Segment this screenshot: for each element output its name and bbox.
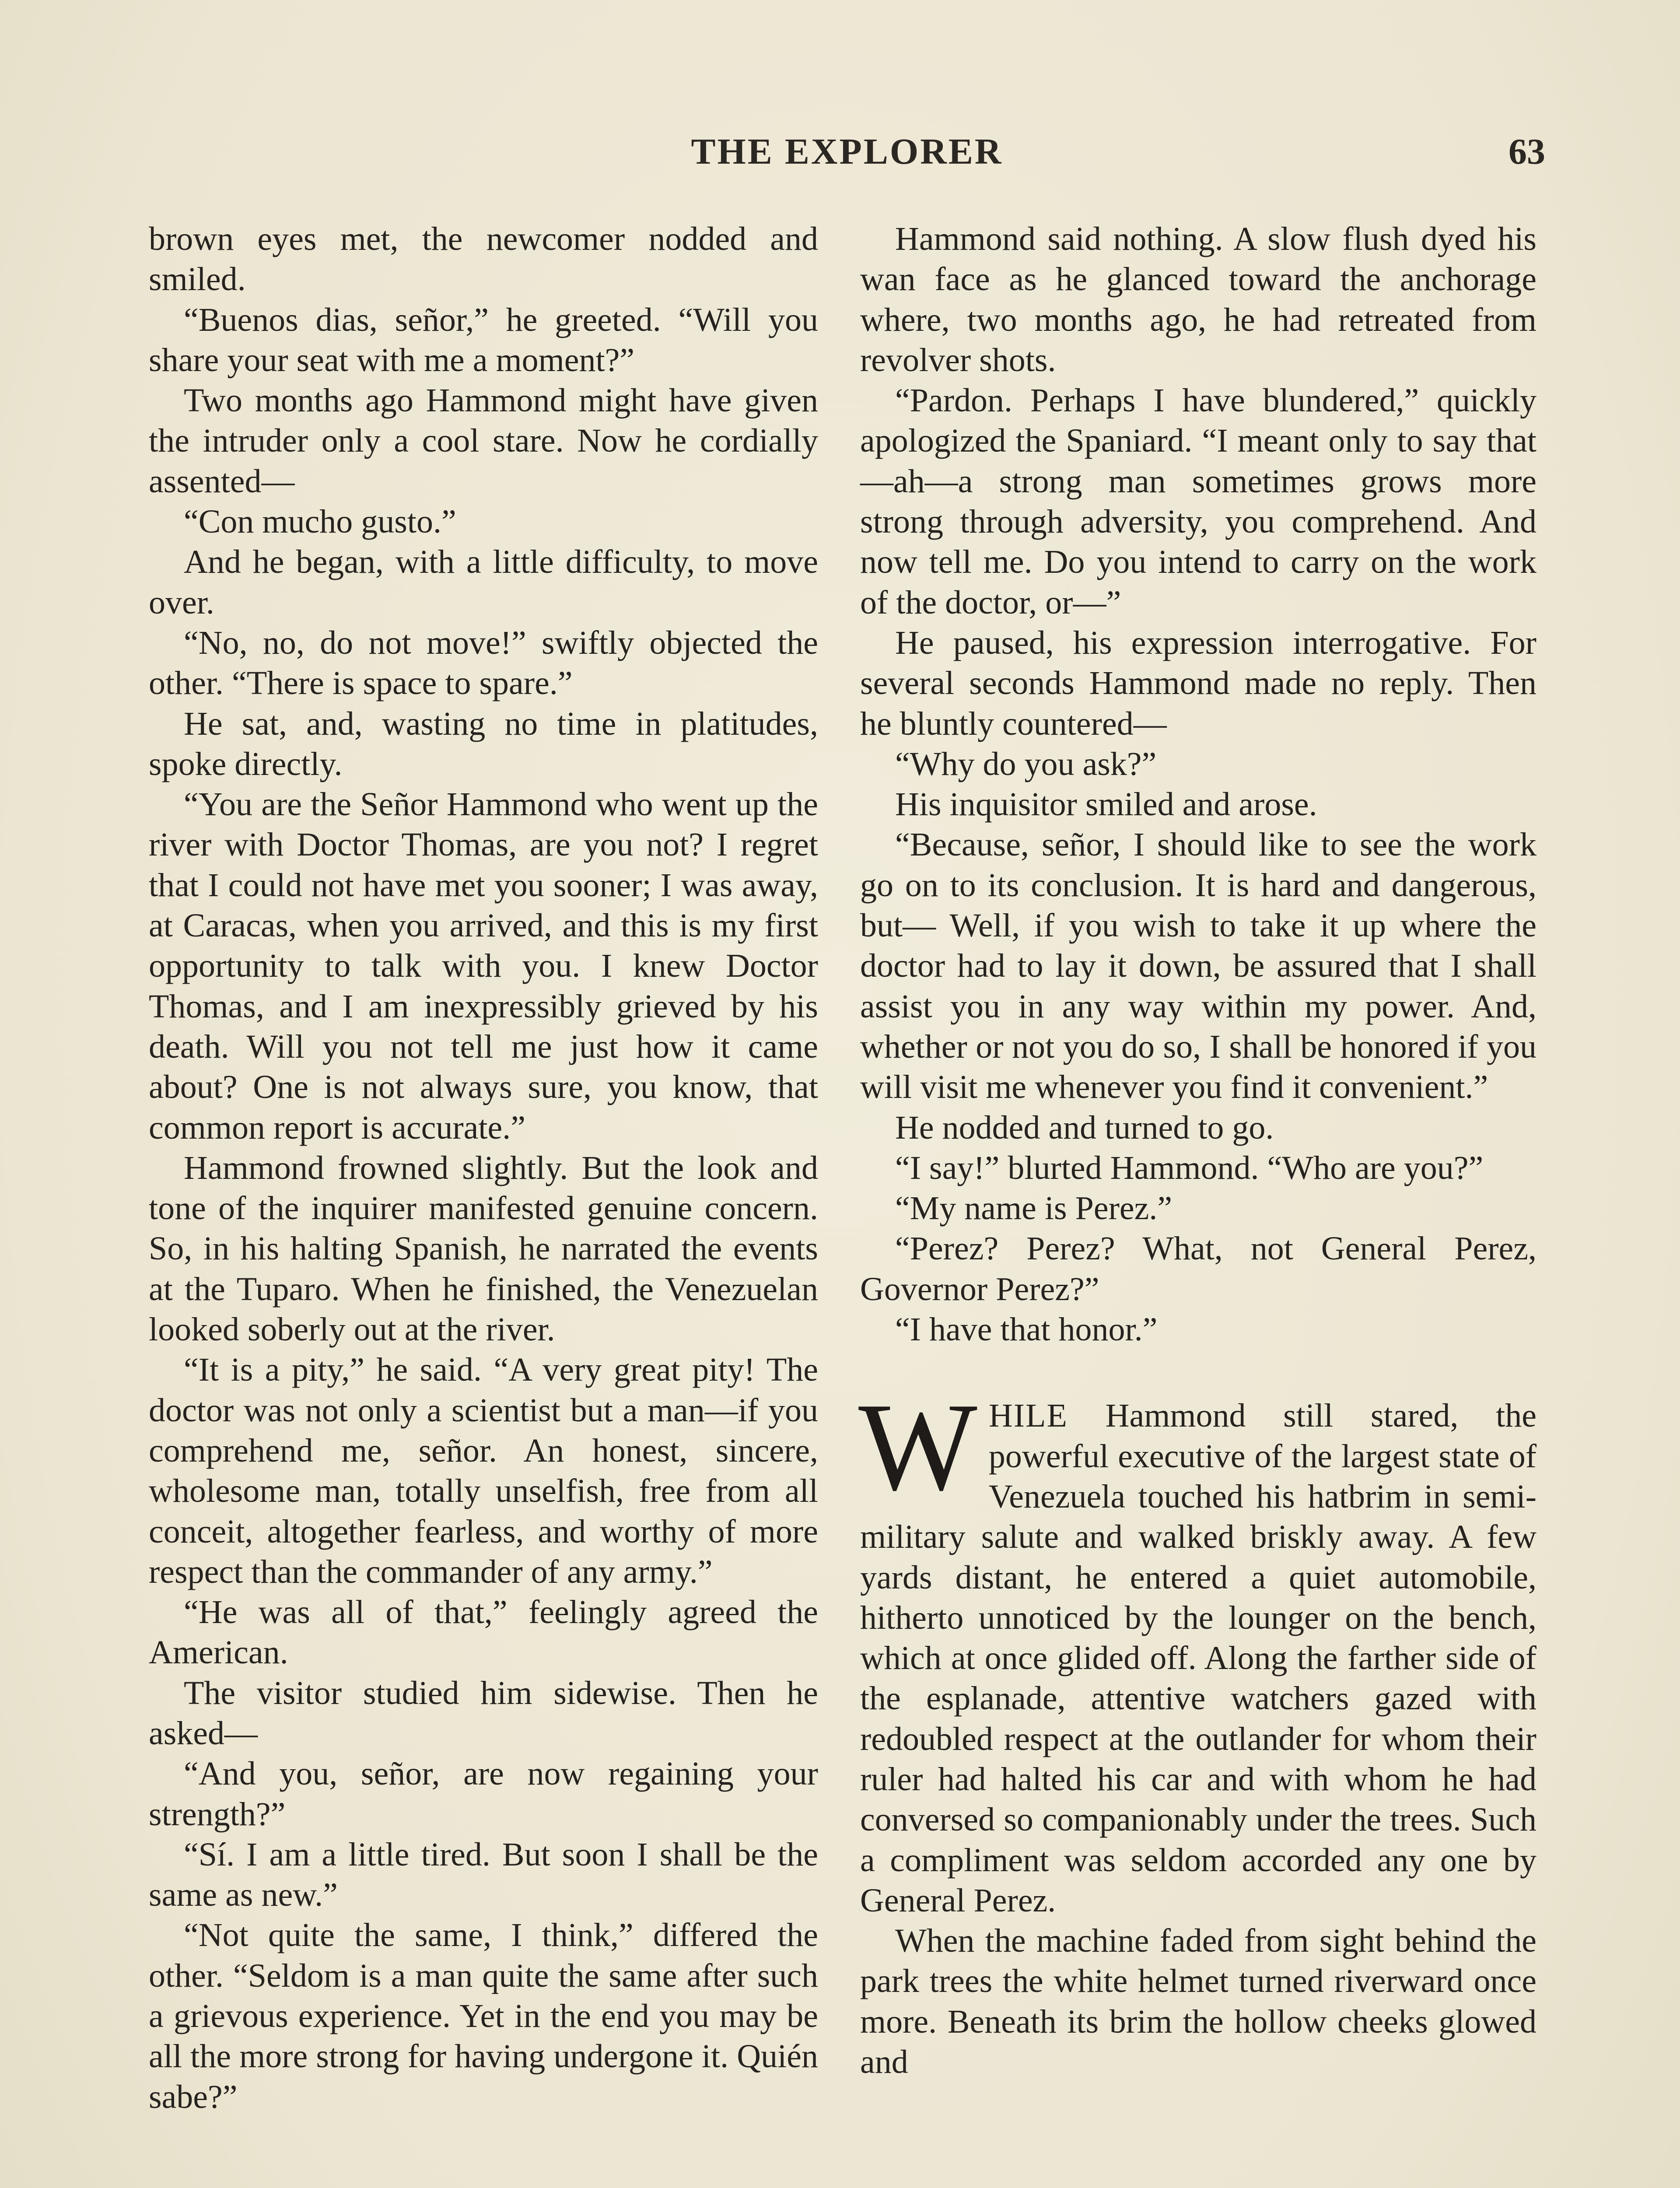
paragraph: “You are the Señor Hammond who went up the river with Doctor Thomas, are you not? I regret that I could not have met you sooner; I was away, at Caracas, when you arrived, and this is my first opportunity to talk with you. I knew Doctor Thomas, and I am inexpressibly grieved by his death. Will you not tell me just how it came about? One is not always sure, you know, that common report is accurate.” xyxy=(149,786,818,1146)
paragraph: He paused, his expression interrogative. For several seconds Hammond made no reply. Then he bluntly countered— xyxy=(860,624,1536,742)
right-column xyxy=(860,219,1536,2188)
paragraph: Hammond said nothing. A slow flush dyed his wan face as he glanced toward the anchorage where, two months ago, he had retreated from revolver shots. xyxy=(860,221,1536,379)
drop-cap: W xyxy=(858,1377,977,1517)
paragraph: “No, no, do not move!” swiftly objected the other. “There is space to spare.” xyxy=(149,624,818,702)
paragraph: Hammond frowned slightly. But the look and tone of the inquirer manifested genuine concern. So, in his halting Spanish, he narrated the events at the Tuparo. When he finished, the Venezuelan looked soberly out at the river. xyxy=(149,1149,818,1348)
paragraph: “My name is Perez.” xyxy=(895,1190,1172,1227)
paragraph: “It is a pity,” he said. “A very great pity! The doctor was not only a scientist but a man—if you comprehend me, señor. An honest, sincere, wholesome man, totally unselfish, free from all conceit, altogether fearless, and worthy of more respect than the commander of any army.” xyxy=(149,1351,818,1590)
paragraph: “Perez? Perez? What, not General Perez, Governor Perez?” xyxy=(860,1230,1536,1308)
paragraph: brown eyes met, the newcomer nodded and smiled. xyxy=(149,221,818,298)
page-header xyxy=(149,130,1545,179)
paragraph: He sat, and, wasting no time in platitudes, spoke directly. xyxy=(149,705,818,782)
paragraph: His inquisitor smiled and arose. xyxy=(895,786,1317,823)
paragraph: “Con mucho gusto.” xyxy=(184,503,456,540)
paragraph: “Because, señor, I should like to see the work go on to its conclusion. It is hard and dangerous, but— Well, if you wish to take it up where the doctor had to lay it down, be assured that I shall assist you in any way within my power. And, whether or not you do so, I shall be honored if you will visit me whenever you find it convenient.” xyxy=(860,826,1536,1106)
paragraph: “Buenos dias, señor,” he greeted. “Will you share your seat with me a moment?” xyxy=(149,301,818,379)
paragraph: He nodded and turned to go. xyxy=(895,1109,1274,1146)
paragraph: “And you, señor, are now regaining your strength?” xyxy=(149,1755,818,1833)
paragraph: And he began, with a little difficulty, to move over. xyxy=(149,543,818,621)
paragraph: When the machine faded from sight behind the park trees the white helmet turned riverward once more. Beneath its brim the hollow cheeks glowed and xyxy=(860,1922,1536,2081)
paragraph-text: Hammond still stared, the powerful executive of the largest state of Venezuela touched his hatbrim in semi-military salute and walked briskly away. A few yards distant, he entered a quiet automobile, hitherto unnoticed by the lounger on the bench, which at once glided off. Along the farther side of the esplanade, attentive watchers gazed with redoubled respect at the outlander for whom their ruler had halted his car and with whom he had conversed so companionably under the trees. Such a compliment was seldom accorded any one by General Perez. xyxy=(860,1397,1536,1919)
paragraph: “Pardon. Perhaps I have blundered,” quickly apologized the Spaniard. “I meant only to say that—ah—a strong man sometimes grows more strong through adversity, you comprehend. And now tell me. Do you intend to carry on the work of the doctor, or—” xyxy=(860,382,1536,621)
lead-in-smallcaps: HILE xyxy=(988,1397,1068,1434)
paragraph: “I have that honor.” xyxy=(895,1311,1158,1348)
page-number: 63 xyxy=(1508,131,1545,172)
paragraph: “Not quite the same, I think,” differed the other. “Seldom is a man quite the same after such a grievous experience. Yet in the end you may be all the more strong for having undergone it. Quién sabe?” xyxy=(149,1917,818,2115)
paragraph: “Sí. I am a little tired. But soon I shall be the same as new.” xyxy=(149,1836,818,1914)
paragraph: “He was all of that,” feelingly agreed the American. xyxy=(149,1594,818,1671)
paragraph: “I say!” blurted Hammond. “Who are you?” xyxy=(895,1149,1484,1186)
section-opening-paragraph xyxy=(858,1377,1536,1921)
paragraph: The visitor studied him sidewise. Then he asked— xyxy=(149,1674,818,1752)
running-title: THE EXPLORER xyxy=(691,131,1003,172)
left-column xyxy=(149,219,818,2188)
paragraph: “Why do you ask?” xyxy=(895,745,1157,782)
paragraph: Two months ago Hammond might have given the intruder only a cool stare. Now he cordially assented— xyxy=(149,382,818,500)
